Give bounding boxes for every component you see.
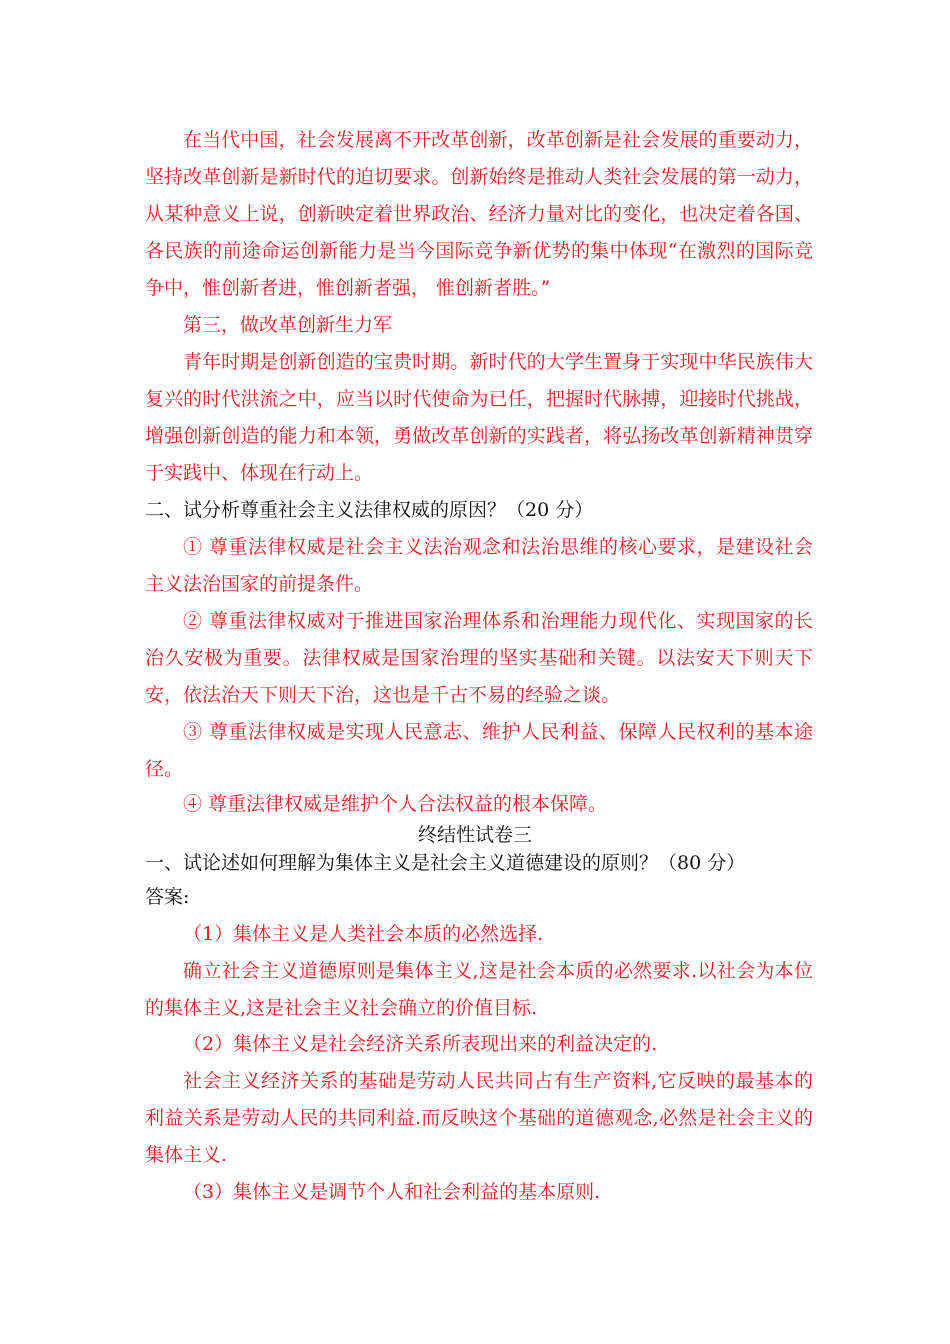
answer-section-1-body: 确立社会主义道德原则是集体主义,这是社会本质的必然要求.以社会为本位的集体主义,这是社会主义社会确立的价值目标. [145, 960, 813, 1019]
answer-section-2-heading: （2）集体主义是社会经济关系所表现出来的利益决定的. [183, 1033, 658, 1055]
answer-point-3: ③ 尊重法律权威是实现人民意志、维护人民利益、保障人民权利的基本途径。 [145, 721, 813, 780]
answer-point-1: ① 尊重法律权威是社会主义法治观念和法治思维的核心要求，是建设社会主义法治国家的前提条件。 [145, 536, 813, 595]
answer-section-3-heading: （3）集体主义是调节个人和社会利益的基本原则. [183, 1181, 601, 1203]
answer-section-2-body: 社会主义经济关系的基础是劳动人民共同占有生产资料,它反映的最基本的利益关系是劳动人民的共同利益.而反映这个基础的道德观念,必然是社会主义的集体主义. [145, 1070, 813, 1166]
answer-section-1-heading: （1）集体主义是人类社会本质的必然选择. [183, 923, 544, 945]
paragraph-innovation: 在当代中国，社会发展离不开改革创新，改革创新是社会发展的重要动力，坚持改革创新是新时代的迫切要求。创新始终是推动人类社会发展的第一动力，从某种意义上说，创新映定着世界政治、经济力量对比的变化，也决定着各国、各民族的前途命运创新能力是当今国际竞争新优势的集中体现“在激烈的国际竞争中，惟创新者进，惟创新者强， 惟创新者胜。” [145, 129, 813, 299]
exam-title: 终结性试卷三 [417, 824, 532, 846]
answer-point-4: ④ 尊重法律权威是维护个人合法权益的根本保障。 [183, 793, 608, 815]
answer-label: 答案: [145, 886, 190, 908]
question-one: 一、试论述如何理解为集体主义是社会主义道德建设的原则？（80 分） [145, 852, 746, 874]
answer-point-2: ② 尊重法律权威对于推进国家治理体系和治理能力现代化、实现国家的长治久安极为重要。法律权威是国家治理的坚实基础和关键。以法安天下则天下安，依法治天下则天下治，这也是千古不易的经验之谈。 [145, 610, 813, 706]
paragraph-heading-third: 第三，做改革创新生力军 [183, 314, 393, 336]
question-two: 二、试分析尊重社会主义法律权威的原因？（20 分） [145, 499, 594, 521]
paragraph-youth: 青年时期是创新创造的宝贵时期。新时代的大学生置身于实现中华民族伟大复兴的时代洪流之中，应当以时代使命为已任，把握时代脉搏，迎接时代挑战，增强创新创造的能力和本领，勇做改革创新的实践者，将弘扬改革创新精神贯穿于实践中、体现在行动上。 [145, 351, 813, 484]
